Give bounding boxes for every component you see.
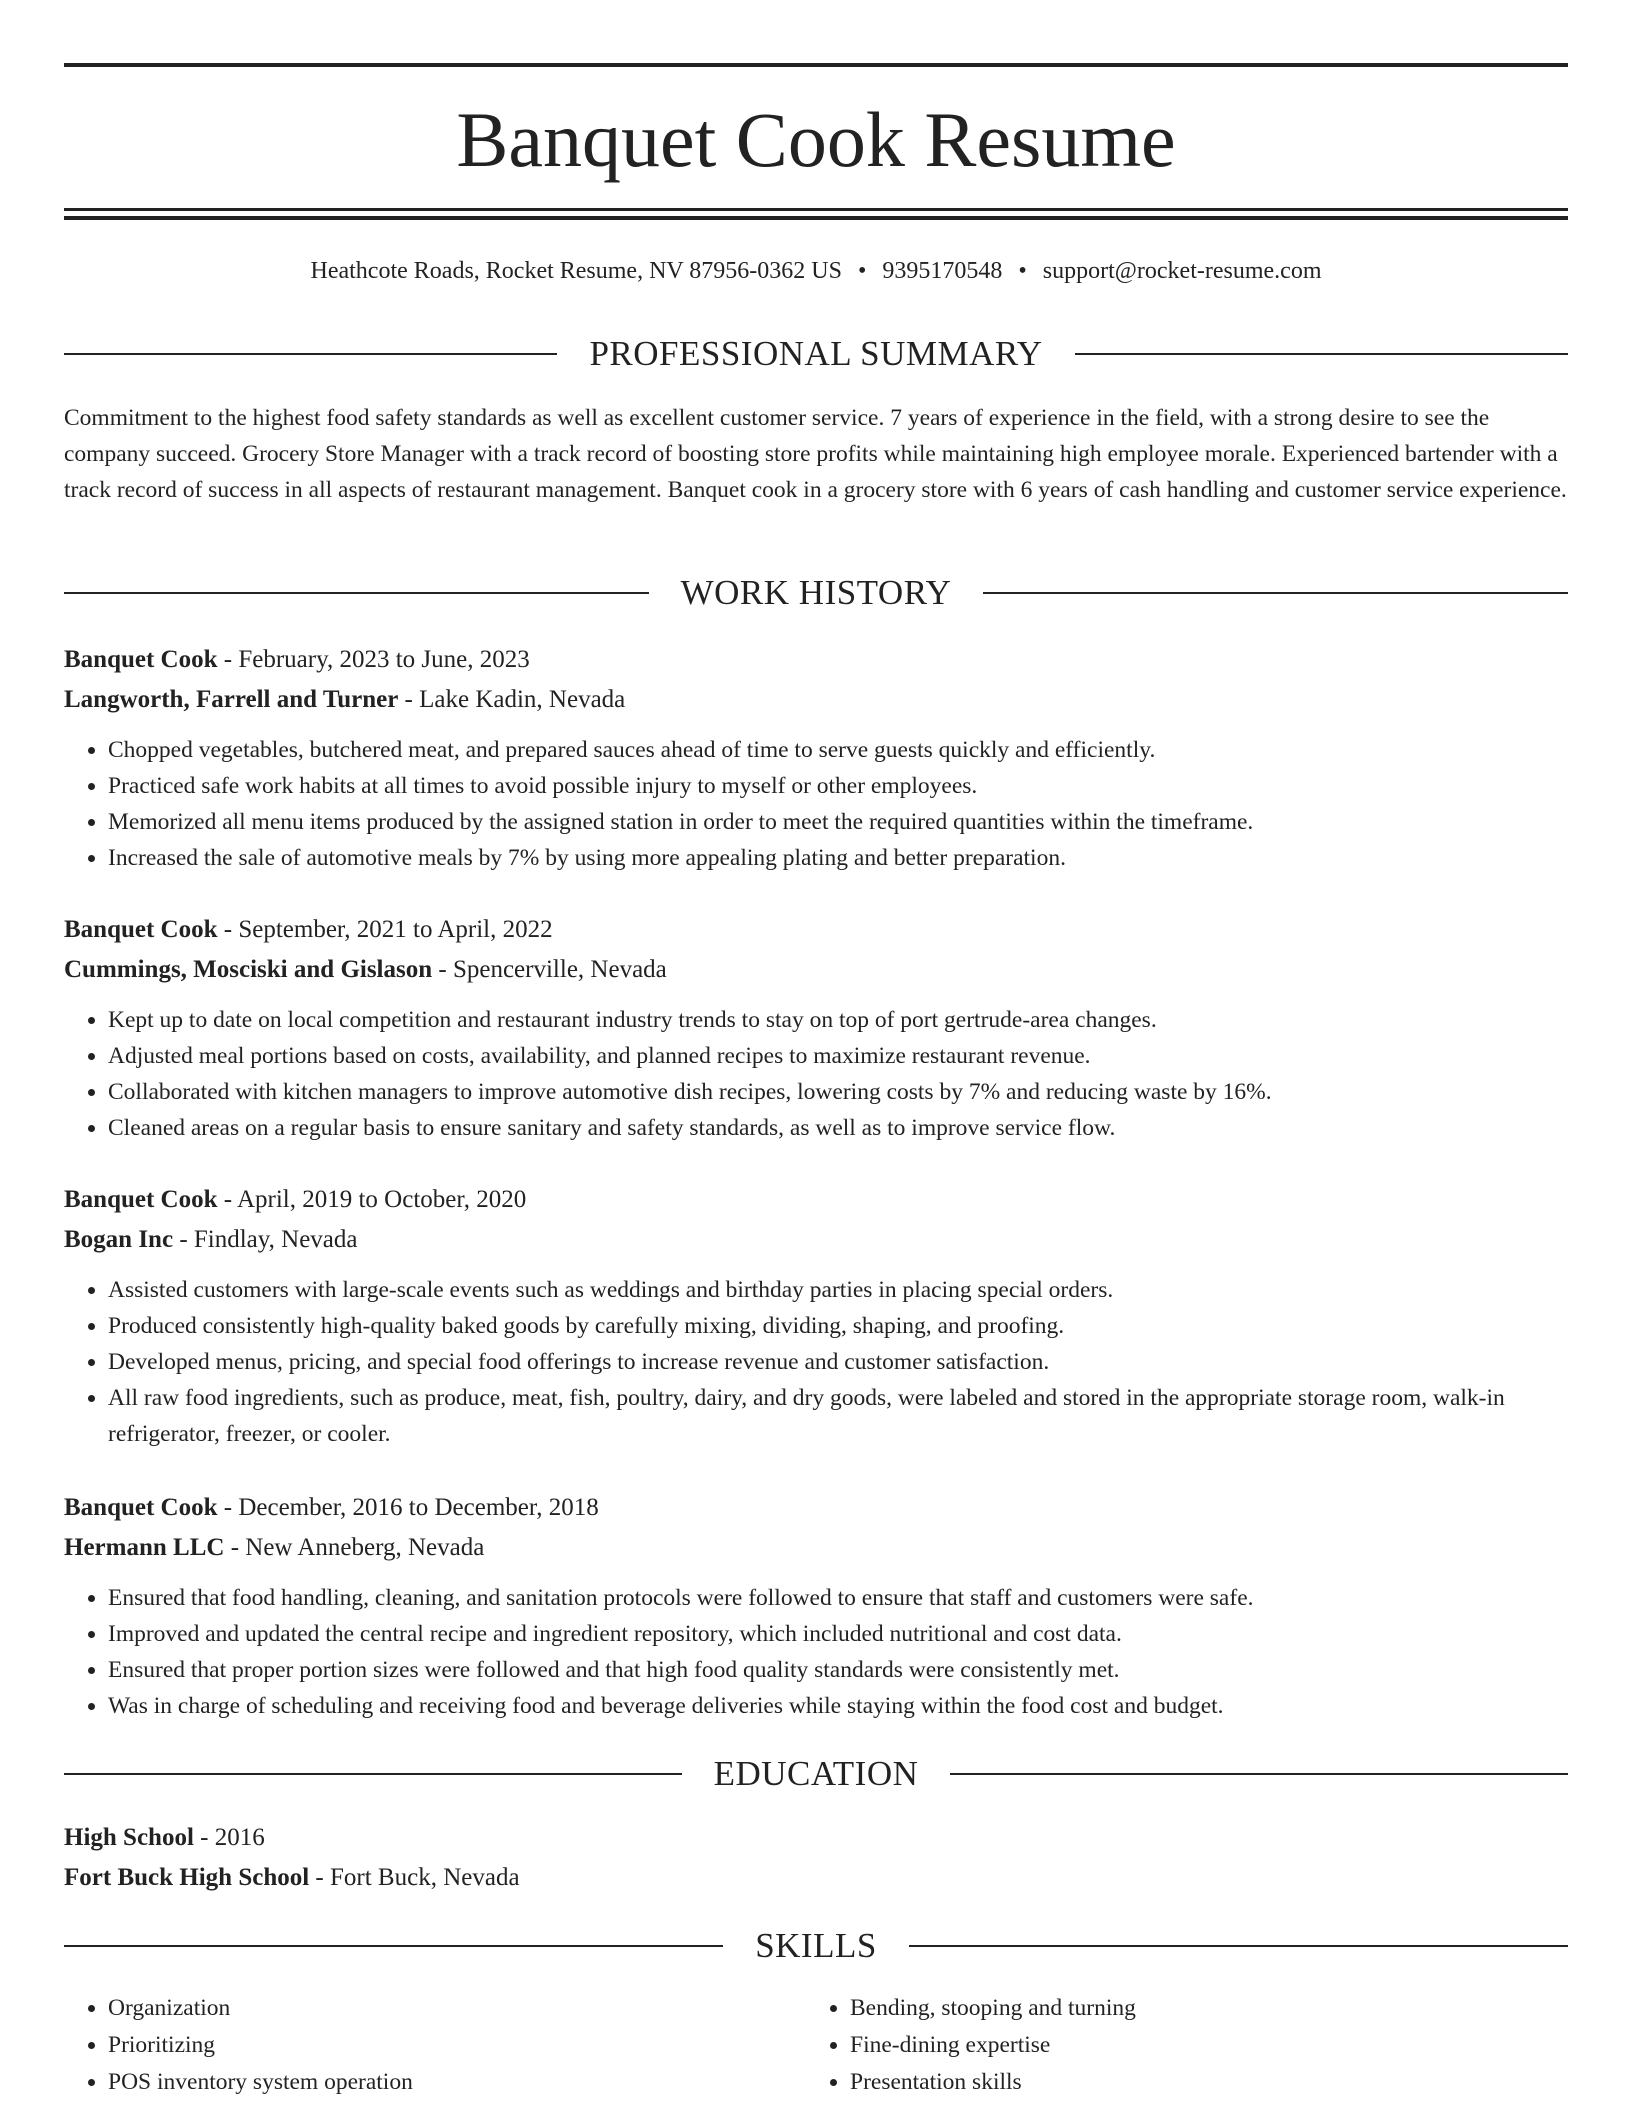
contact-address: Heathcote Roads, Rocket Resume, NV 87956-0362 US <box>310 258 842 284</box>
skill-item: • Bending, stooping and turning <box>850 1990 1548 2027</box>
heading-rule-left <box>64 353 557 355</box>
skill-item: • Organization <box>108 1990 806 2027</box>
education-school: Fort Buck High School <box>64 1864 310 1891</box>
job-company: Bogan Inc <box>64 1226 174 1253</box>
heading-rule-left <box>64 1945 723 1947</box>
contact-separator: • <box>857 258 867 284</box>
list-item: • Increased the sale of automotive meals by 7% by using more appealing plating and better preparation. <box>108 840 1568 876</box>
job-bullets <box>64 1272 1568 1452</box>
job-entry <box>64 640 1568 876</box>
education-degree: High School <box>64 1824 194 1851</box>
job-location: - Lake Kadin, Nevada <box>398 686 626 713</box>
heading-rule-right <box>950 1773 1568 1775</box>
skill-item: • POS inventory system operation <box>108 2064 806 2101</box>
job-company-row <box>64 950 1568 990</box>
job-company: Hermann LLC <box>64 1534 225 1561</box>
heading-rule-right <box>983 592 1568 594</box>
skills-column-right <box>806 1990 1548 2101</box>
job-company-row <box>64 1220 1568 1260</box>
list-item: • Produced consistently high-quality baked goods by carefully mixing, dividing, shaping, and proofing. <box>108 1308 1568 1344</box>
skill-item: • Presentation skills <box>850 2064 1548 2101</box>
summary-paragraph: Commitment to the highest food safety standards as well as excellent customer service. 7 years of experience in the field, with a strong desire to see the company succeed. Grocery Store Manager with a track record of boosting store profits while maintaining high employee morale. Experienced bartender with a track record of success in all aspects of restaurant management. Banquet cook in a grocery store with 6 years of cash handling and customer service experience. <box>64 405 1567 503</box>
section-heading-education <box>64 1754 1568 1794</box>
list-item: • All raw food ingredients, such as produce, meat, fish, poultry, dairy, and dry goods, were labeled and stored in the appropriate storage room, walk-in refrigerator, freezer, or cooler. <box>108 1380 1568 1452</box>
top-rule <box>64 63 1568 67</box>
job-title-row <box>64 1488 1568 1528</box>
job-title-row <box>64 910 1568 950</box>
skills-column-left <box>64 1990 806 2101</box>
contact-line <box>64 254 1568 288</box>
job-bullets <box>64 1580 1568 1724</box>
list-item: • Kept up to date on local competition and restaurant industry trends to stay on top of port gertrude-area changes. <box>108 1002 1568 1038</box>
job-dates: - February, 2023 to June, 2023 <box>217 646 530 673</box>
list-item: • Developed menus, pricing, and special food offerings to increase revenue and customer satisfaction. <box>108 1344 1568 1380</box>
heading-rule-right <box>1075 353 1568 355</box>
education-location: - Fort Buck, Nevada <box>309 1864 520 1891</box>
heading-rule-left <box>64 592 649 594</box>
job-bullets <box>64 732 1568 876</box>
job-company-row <box>64 1528 1568 1568</box>
skill-item: • Fine-dining expertise <box>850 2027 1548 2064</box>
list-item: • Was in charge of scheduling and receiving food and beverage deliveries while staying within the food cost and budget. <box>108 1688 1568 1724</box>
list-item: • Adjusted meal portions based on costs, availability, and planned recipes to maximize restaurant revenue. <box>108 1038 1568 1074</box>
contact-separator: • <box>1018 258 1027 284</box>
job-company: Langworth, Farrell and Turner <box>64 686 399 713</box>
list-item: • Cleaned areas on a regular basis to ensure sanitary and safety standards, as well as to improve service flow. <box>108 1110 1568 1146</box>
list-item: • Ensured that proper portion sizes were followed and that high food quality standards were consistently met. <box>108 1652 1568 1688</box>
heading-rule-left <box>64 1773 682 1775</box>
section-title: SKILLS <box>755 1926 877 1965</box>
job-dates: - September, 2021 to April, 2022 <box>217 916 553 943</box>
section-title: EDUCATION <box>713 1754 919 1793</box>
education-year: - 2016 <box>193 1824 265 1851</box>
job-location: - Spencerville, Nevada <box>432 956 667 983</box>
contact-phone: 9395170548 <box>882 258 1003 284</box>
skill-item: • Prioritizing <box>108 2027 806 2064</box>
list-item: • Ensured that food handling, cleaning, and sanitation protocols were followed to ensure that staff and customers were safe. <box>108 1580 1568 1616</box>
title-double-rule-lower <box>64 216 1568 220</box>
section-heading-skills <box>64 1926 1568 1966</box>
education-school-row <box>64 1858 1568 1898</box>
job-company-row <box>64 680 1568 720</box>
job-bullets <box>64 1002 1568 1146</box>
list-item: • Assisted customers with large-scale events such as weddings and birthday parties in placing special orders. <box>108 1272 1568 1308</box>
education-entry <box>64 1818 1568 1898</box>
education-degree-row <box>64 1818 1568 1858</box>
job-title-row <box>64 640 1568 680</box>
title-double-rule-upper <box>64 208 1568 211</box>
job-title: Banquet Cook <box>64 916 218 943</box>
section-heading-work-history <box>64 573 1568 613</box>
section-title: WORK HISTORY <box>680 573 952 612</box>
list-item: • Memorized all menu items produced by the assigned station in order to meet the required quantities within the timeframe. <box>108 804 1568 840</box>
list-item: • Chopped vegetables, butchered meat, and prepared sauces ahead of time to serve guests quickly and efficiently. <box>108 732 1568 768</box>
job-title: Banquet Cook <box>64 1186 218 1213</box>
skills-list <box>64 1990 1568 2101</box>
job-title-row <box>64 1180 1568 1220</box>
section-heading-summary <box>64 334 1568 374</box>
job-dates: - April, 2019 to October, 2020 <box>217 1186 527 1213</box>
job-entry <box>64 1180 1568 1452</box>
list-item: • Practiced safe work habits at all times to avoid possible injury to myself or other employees. <box>108 768 1568 804</box>
job-entry <box>64 910 1568 1146</box>
section-title: PROFESSIONAL SUMMARY <box>589 334 1043 373</box>
job-location: - New Anneberg, Nevada <box>224 1534 485 1561</box>
contact-email[interactable]: support@rocket-resume.com <box>1042 258 1322 284</box>
list-item: • Improved and updated the central recipe and ingredient repository, which included nutritional and cost data. <box>108 1616 1568 1652</box>
job-title: Banquet Cook <box>64 1494 218 1521</box>
job-entry <box>64 1488 1568 1724</box>
job-dates: - December, 2016 to December, 2018 <box>217 1494 599 1521</box>
heading-rule-right <box>909 1945 1568 1947</box>
resume-title: Banquet Cook Resume <box>456 96 1176 183</box>
job-title: Banquet Cook <box>64 646 218 673</box>
job-company: Cummings, Mosciski and Gislason <box>64 956 433 983</box>
job-location: - Findlay, Nevada <box>173 1226 358 1253</box>
list-item: • Collaborated with kitchen managers to improve automotive dish recipes, lowering costs by 7% and reducing waste by 16%. <box>108 1074 1568 1110</box>
